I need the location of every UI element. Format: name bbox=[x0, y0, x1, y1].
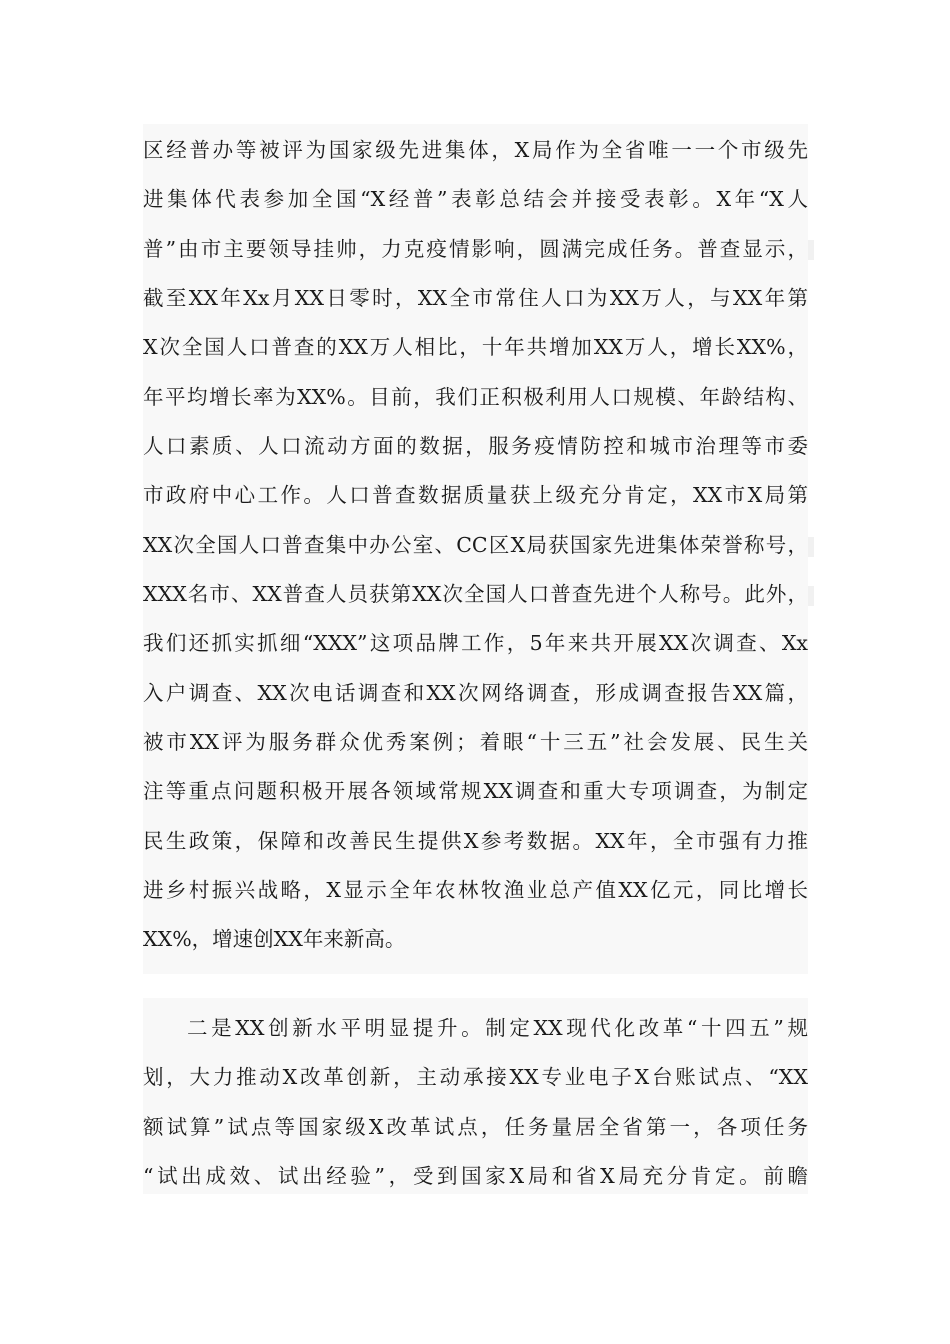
paragraph-line: 额试算”试点等国家级X改革试点，任务量居全省第一，各项任务 bbox=[143, 1115, 808, 1139]
paragraph-line: 人口素质、人口流动方面的数据，服务疫情防控和城市治理等市委 bbox=[143, 434, 808, 458]
paragraph-line: “试出成效、试出经验”，受到国家X局和省X局充分肯定。前瞻 bbox=[143, 1164, 808, 1188]
edge-mark bbox=[808, 537, 814, 557]
paragraph-line: 截至XX年Xx月XX日零时，XX全市常住人口为XX万人，与XX年第 bbox=[143, 286, 808, 310]
edge-mark bbox=[808, 240, 814, 260]
paragraph-line: XXX名市、XX普查人员获第XX次全国人口普查先进个人称号。此外， bbox=[143, 582, 808, 606]
paragraph-line: 进集体代表参加全国“X经普”表彰总结会并接受表彰。X年“X人 bbox=[143, 187, 808, 211]
paragraph-line: 民生政策，保障和改善民生提供X参考数据。XX年，全市强有力推 bbox=[143, 829, 808, 853]
paragraph-line: 注等重点问题积极开展各领域常规XX调查和重大专项调查，为制定 bbox=[143, 779, 808, 803]
paragraph-line: 被市XX评为服务群众优秀案例；着眼“十三五”社会发展、民生关 bbox=[143, 730, 808, 754]
edge-mark bbox=[808, 586, 814, 606]
paragraph-line-last: XX%，增速创XX年来新高。 bbox=[143, 927, 406, 951]
paragraph-line: 划，大力推动X改革创新，主动承接XX专业电子X台账试点、“XX bbox=[143, 1065, 808, 1089]
paragraph-line: 市政府中心工作。人口普查数据质量获上级充分肯定，XX市X局第 bbox=[143, 483, 808, 507]
paragraph-line: 区经普办等被评为国家级先进集体，X局作为全省唯一一个市级先 bbox=[143, 138, 808, 162]
paragraph-line: 年平均增长率为XX%。目前，我们正积极利用人口规模、年龄结构、 bbox=[143, 385, 808, 409]
paragraph-line: 进乡村振兴战略，X显示全年农林牧渔业总产值XX亿元，同比增长 bbox=[143, 878, 808, 902]
paragraph-line: X次全国人口普查的XX万人相比，十年共增加XX万人，增长XX%， bbox=[143, 335, 808, 359]
paragraph-2 bbox=[143, 998, 808, 1194]
paragraph-line: 我们还抓实抓细“XXX”这项品牌工作，5年来共开展XX次调查、Xx bbox=[143, 631, 808, 655]
paragraph-1 bbox=[143, 124, 808, 974]
paragraph-line: 普”由市主要领导挂帅，力克疫情影响，圆满完成任务。普查显示， bbox=[143, 237, 808, 261]
paragraph-line: XX次全国人口普查集中办公室、CC区X局获国家先进集体荣誉称号， bbox=[143, 533, 808, 557]
paragraph-line-first: 二是XX创新水平明显提升。制定XX现代化改革“十四五”规 bbox=[187, 1016, 808, 1040]
paragraph-line: 入户调查、XX次电话调查和XX次网络调查，形成调查报告XX篇， bbox=[143, 681, 808, 705]
